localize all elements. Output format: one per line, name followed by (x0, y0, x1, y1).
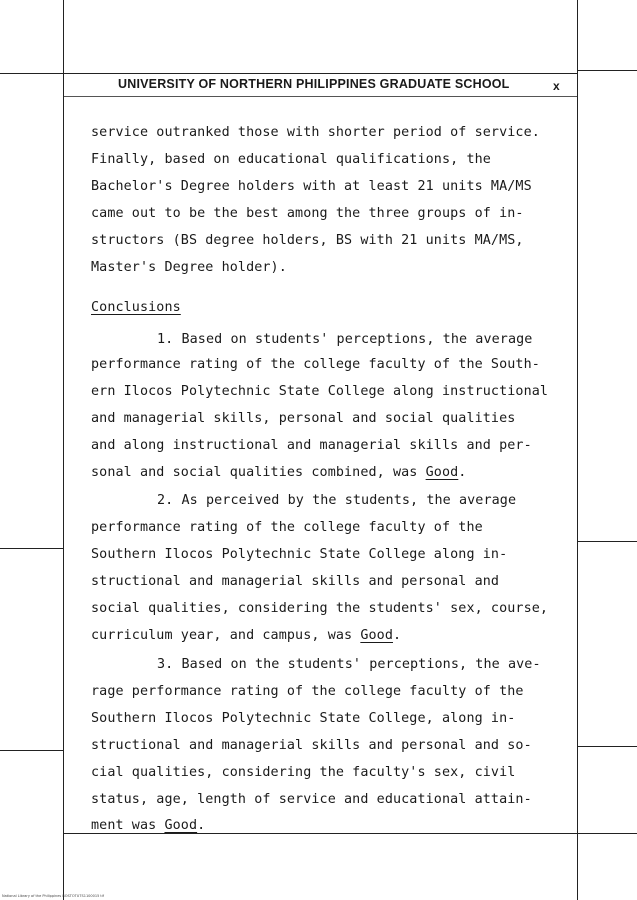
conclusion-1-line: performance rating of the college faculty of the South- (91, 357, 540, 372)
conclusion-3-first-line: 3. Based on the students' perceptions, the ave- (157, 657, 541, 672)
summary-line: Master's Degree holder). (91, 260, 287, 275)
left-mid-rule (0, 548, 63, 549)
conclusion-3-rating: Good (164, 818, 198, 833)
conclusion-3-line: rage performance rating of the college faculty of the (91, 684, 524, 699)
conclusions-heading: Conclusions (91, 300, 181, 315)
conclusion-3-line: Southern Ilocos Polytechnic State College, along in- (91, 711, 516, 726)
right-margin-rule (577, 0, 578, 900)
top-rule (64, 73, 577, 74)
page-number: x (553, 79, 560, 93)
scan-source-footer: National Library of the Philippines ROSTOTUTS1100015 tif (2, 894, 104, 898)
conclusion-2-rating: Good (360, 628, 393, 643)
conclusion-2-first-line: 2. As perceived by the students, the average (157, 493, 517, 508)
conclusion-3-last-line (91, 818, 205, 833)
bottom-rule (64, 833, 577, 834)
period: . (458, 465, 467, 480)
conclusion-1-line: ern Ilocos Polytechnic State College along instructional (91, 384, 549, 399)
summary-line: Finally, based on educational qualifications, the (91, 152, 491, 167)
conclusion-2-line: Southern Ilocos Polytechnic State College along in- (91, 547, 508, 562)
conclusion-2-line: social qualities, considering the students' sex, course, (91, 601, 549, 616)
conclusion-2-last-line (91, 628, 401, 643)
conclusion-1-rating: Good (425, 465, 459, 480)
conclusion-1-last-line (91, 465, 466, 480)
conclusion-1-first-line: 1. Based on students' perceptions, the average (157, 332, 533, 347)
left-low-rule (0, 750, 63, 751)
right-low-rule (578, 746, 637, 747)
conclusion-2-line: structional and managerial skills and personal and (91, 574, 500, 589)
conclusion-1-line: and managerial skills, personal and social qualities (91, 411, 516, 426)
conclusion-1-last-text: sonal and social qualities combined, was (91, 465, 426, 480)
conclusion-2-last-text: curriculum year, and campus, was (91, 628, 361, 643)
summary-line: structors (BS degree holders, BS with 21 units MA/MS, (91, 233, 524, 248)
conclusion-3-line: status, age, length of service and educational attain- (91, 792, 532, 807)
header-underline (64, 96, 577, 97)
conclusion-3-last-text: ment was (91, 818, 165, 833)
right-mid-rule (578, 541, 637, 542)
conclusion-3-line: structional and managerial skills and personal and so- (91, 738, 532, 753)
period: . (197, 818, 206, 833)
summary-line: service outranked those with shorter period of service. (91, 125, 540, 140)
conclusion-1-line: and along instructional and managerial skills and per- (91, 438, 532, 453)
summary-line: Bachelor's Degree holders with at least 21 units MA/MS (91, 179, 532, 194)
bottom-rule-right (578, 833, 637, 834)
top-rule-right (578, 70, 637, 71)
conclusion-3-line: cial qualities, considering the faculty's sex, civil (91, 765, 516, 780)
top-rule-left (0, 73, 63, 74)
conclusion-2-line: performance rating of the college faculty of the (91, 520, 483, 535)
left-margin-rule (63, 0, 64, 900)
period: . (393, 628, 402, 643)
summary-line: came out to be the best among the three groups of in- (91, 206, 524, 221)
page-header-title: UNIVERSITY OF NORTHERN PHILIPPINES GRADUATE SCHOOL (118, 77, 510, 91)
